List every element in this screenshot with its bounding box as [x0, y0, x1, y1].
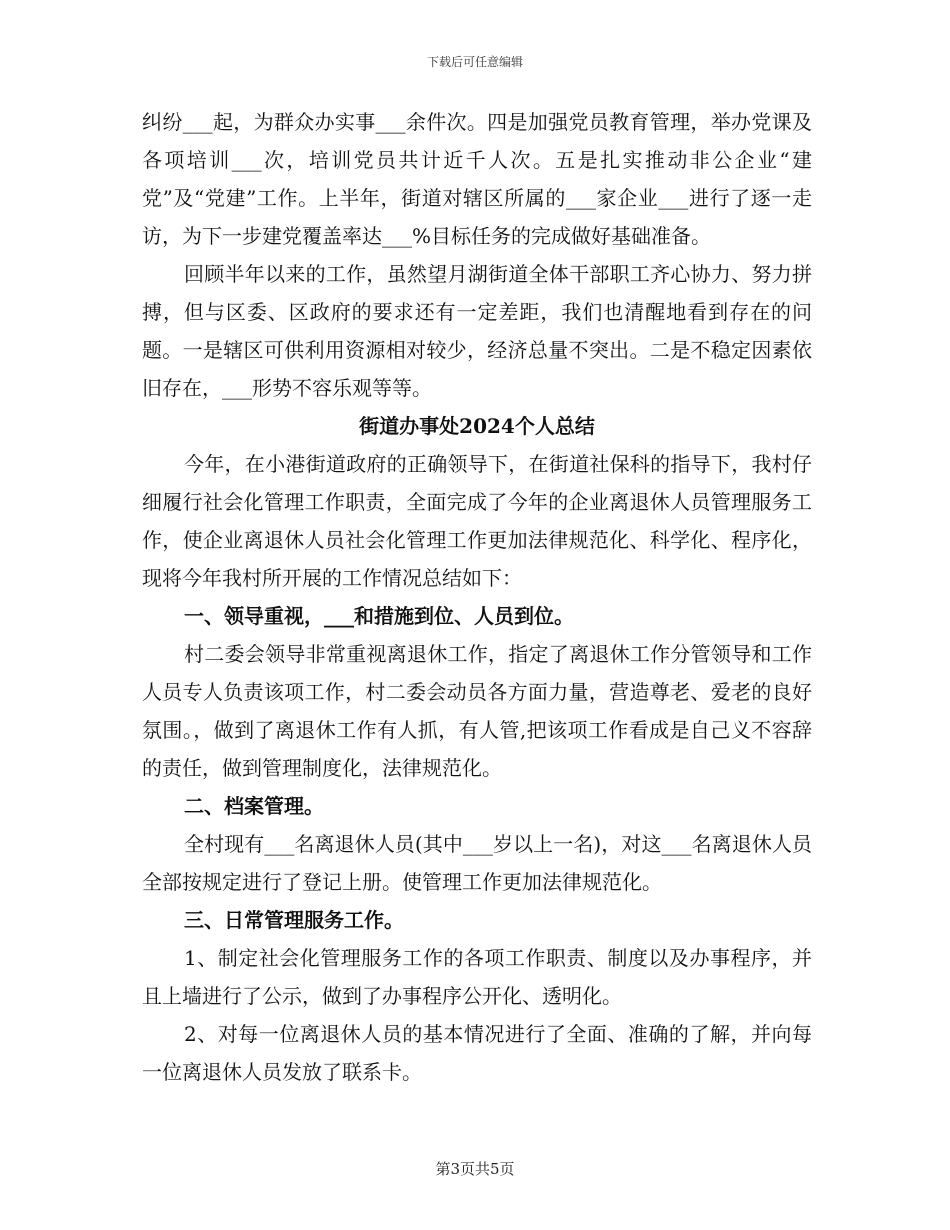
- paragraph-continued: 纠纷___起，为群众办实事___余件次。四是加强党员教育管理，举办党课及各项培训___次，培训党员共计近千人次。五是扎实推动非公企业“建党”及“党建”工作。上半年，街道对辖区所属的___家企业___进行了逐一走访，为下一步建党覆盖率达___%目标任务的完成做好基础准备。: [142, 110, 812, 248]
- paragraph-item-1: 1、制定社会化管理服务工作的各项工作职责、制度以及办事程序，并且上墙进行了公示，做到了办事程序公开化、透明化。: [142, 946, 812, 1008]
- section-heading-1: 一、领导重视，___和措施到位、人员到位。: [184, 604, 574, 628]
- page-footer: 第3页共5页: [435, 1160, 515, 1178]
- page-header: 下载后可任意编辑: [426, 55, 523, 69]
- paragraph-archives: 全村现有___名离退休人员(其中___岁以上一名)，对这___名离退休人员全部按规定进行了登记上册。使管理工作更加法律规范化。: [142, 832, 812, 894]
- section-heading-3: 三、日常管理服务工作。: [184, 908, 404, 932]
- document-body: [142, 103, 812, 1091]
- document-title: 街道办事处2024个人总结: [359, 414, 595, 438]
- paragraph-leadership: 村二委会领导非常重视离退休工作，指定了离退休工作分管领导和工作人员专人负责该项工作，村二委会动员各方面力量，营造尊老、爱老的良好氛围。，做到了离退休工作有人抓，有人管,把该项工作看成是自己义不容辞的责任，做到管理制度化，法律规范化。: [142, 642, 812, 780]
- paragraph-review: 回顾半年以来的工作，虽然望月湖街道全体干部职工齐心协力、努力拼搏，但与区委、区政府的要求还有一定差距，我们也清醒地看到存在的问题。一是辖区可供利用资源相对较少，经济总量不突出。二是不稳定因素依旧存在，___形势不容乐观等等。: [142, 262, 812, 400]
- section-heading-2: 二、档案管理。: [184, 794, 324, 818]
- paragraph-item-2: 2、对每一位离退休人员的基本情况进行了全面、准确的了解，并向每一位离退休人员发放了联系卡。: [142, 1022, 812, 1084]
- paragraph-intro: 今年，在小港街道政府的正确领导下，在街道社保科的指导下，我村仔细履行社会化管理工作职责，全面完成了今年的企业离退休人员管理服务工作，使企业离退休人员社会化管理工作更加法律规范化、科学化、程序化，现将今年我村所开展的工作情况总结如下：: [142, 452, 812, 590]
